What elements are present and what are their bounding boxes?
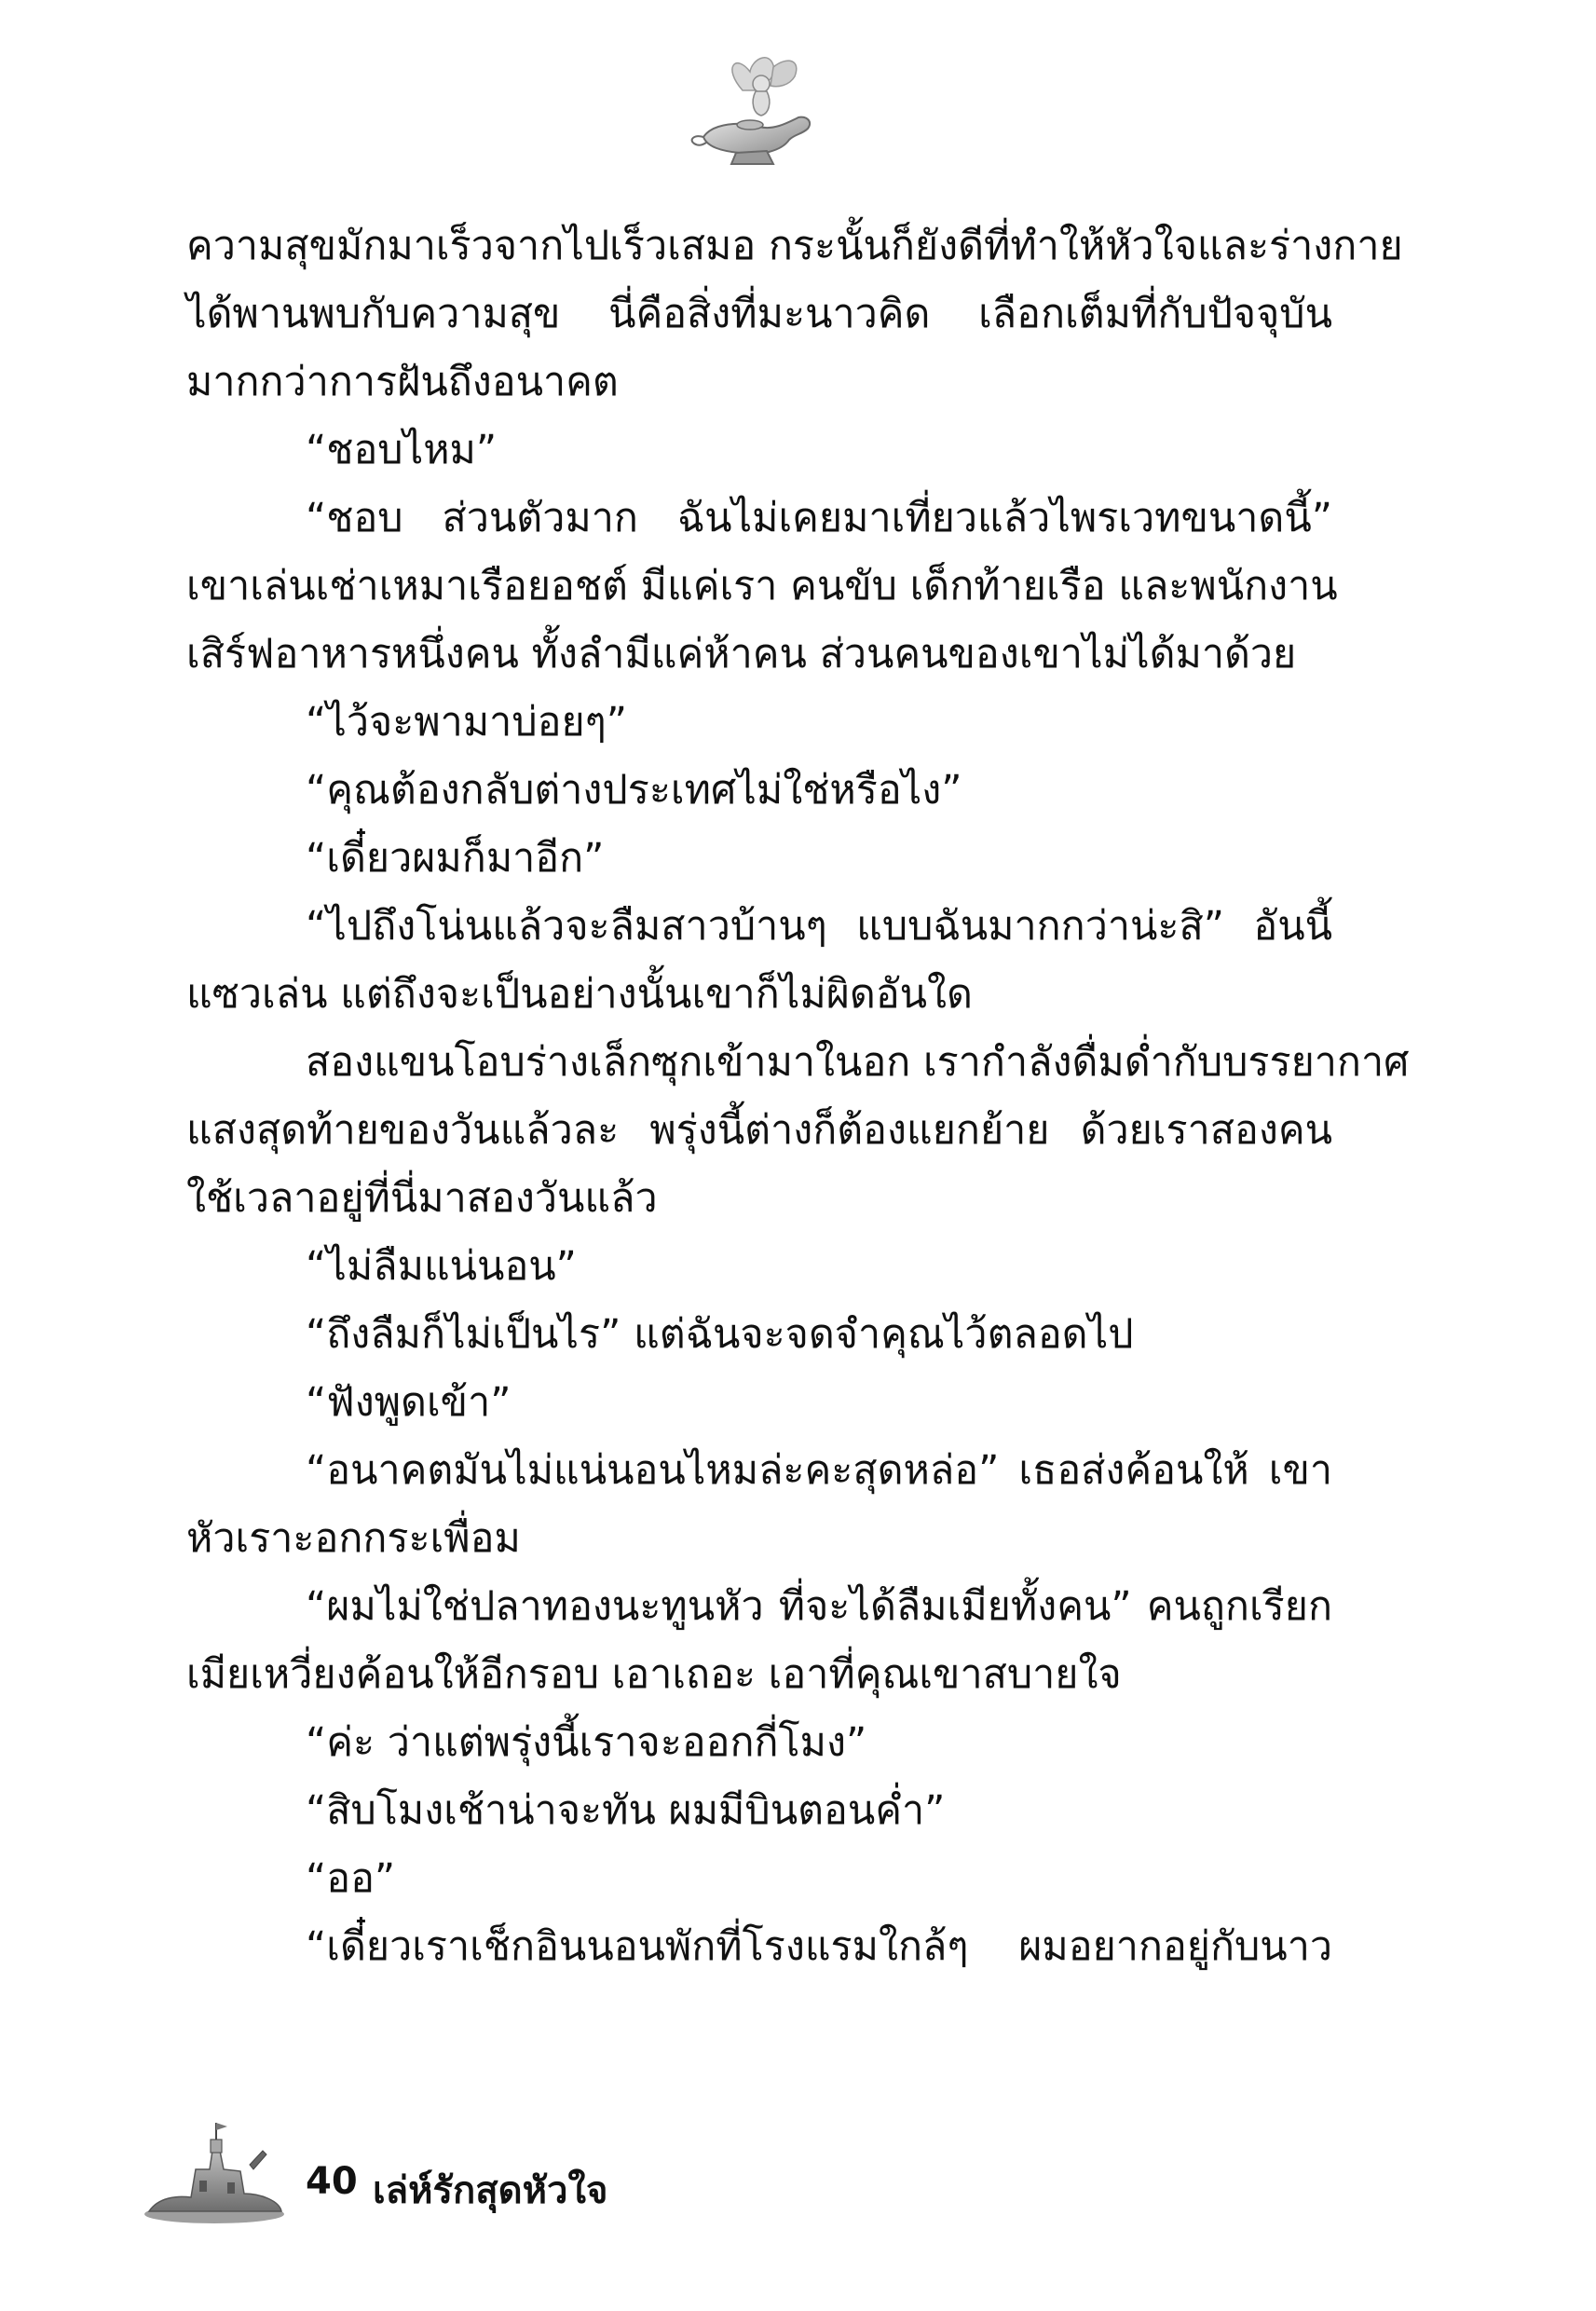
paragraph-line: เมียเหวี่ยงค้อนให้อีกรอบ เอาเถอะ เอาที่คุณเขาสบายใจ xyxy=(186,1651,1122,1698)
dialogue-line: “คุณต้องกลับต่างประเทศไม่ใช่หรือไง” xyxy=(306,767,962,814)
dialogue-line: “ฟังพูดเข้า” xyxy=(306,1379,512,1426)
paragraph-line: สองแขนโอบร่างเล็กซุกเข้ามาในอก เรากำลังดื่มด่ำกับบรรยากาศ xyxy=(306,1039,1410,1086)
dialogue-line: “ชอบไหม” xyxy=(306,427,498,473)
dialogue-line: “เดี๋ยวผมก็มาอีก” xyxy=(306,835,605,882)
paragraph-line: ความสุขมักมาเร็วจากไปเร็วเสมอ กระนั้นก็ยังดีที่ทำให้หัวใจและร่างกาย xyxy=(186,223,1403,269)
paragraph-line: เขาเล่นเช่าเหมาเรือยอชต์ มีแค่เรา คนขับ เด็กท้ายเรือ และพนักงาน xyxy=(186,563,1338,609)
sandcastle-ornament-icon xyxy=(140,2113,289,2225)
dialogue-line: “ไว้จะพามาบ่อยๆ” xyxy=(306,699,628,745)
dialogue-line: “ชอบ ส่วนตัวมาก ฉันไม่เคยมาเที่ยวแล้วไพรเวทขนาดนี้” xyxy=(306,495,1332,541)
dialogue-line: “ผมไม่ใช่ปลาทองนะทูนหัว ที่จะได้ลืมเมียทั้งคน” คนถูกเรียก xyxy=(306,1583,1332,1630)
paragraph-line: หัวเราะอกกระเพื่อม xyxy=(186,1515,521,1562)
book-title: เล่ห์รักสุดหัวใจ xyxy=(373,2169,608,2212)
page-number: 40 xyxy=(306,2160,358,2203)
dialogue-line: “ถึงลืมก็ไม่เป็นไร” แต่ฉันจะจดจำคุณไว้ตลอดไป xyxy=(306,1311,1134,1358)
dialogue-line: “ไปถึงโน่นแล้วจะลืมสาวบ้านๆ แบบฉันมากกว่าน่ะสิ” อันนี้ xyxy=(306,903,1332,950)
dialogue-line: “ออ” xyxy=(306,1855,396,1902)
paragraph-line: ได้พานพบกับความสุข นี่คือสิ่งที่มะนาวคิด เลือกเต็มที่กับปัจจุบัน xyxy=(186,291,1332,337)
body-text xyxy=(186,212,1410,1981)
paragraph-line: แสงสุดท้ายของวันแล้วละ พรุ่งนี้ต่างก็ต้องแยกย้าย ด้วยเราสองคน xyxy=(186,1107,1332,1154)
paragraph-line: เสิร์ฟอาหารหนึ่งคน ทั้งลำมีแค่ห้าคน ส่วนคนของเขาไม่ได้มาด้วย xyxy=(186,631,1297,677)
cupid-lamp-ornament-icon xyxy=(685,48,825,174)
dialogue-line: “ไม่ลืมแน่นอน” xyxy=(306,1243,577,1290)
dialogue-line: “สิบโมงเช้าน่าจะทัน ผมมีบินตอนค่ำ” xyxy=(306,1787,946,1834)
dialogue-line: “ค่ะ ว่าแต่พรุ่งนี้เราจะออกกี่โมง” xyxy=(306,1719,867,1766)
paragraph-line: ใช้เวลาอยู่ที่นี่มาสองวันแล้ว xyxy=(186,1175,658,1222)
dialogue-line: “เดี๋ยวเราเช็กอินนอนพักที่โรงแรมใกล้ๆ ผมอยากอยู่กับนาว xyxy=(306,1923,1332,1970)
paragraph-line: มากกว่าการฝันถึงอนาคต xyxy=(186,359,619,405)
paragraph-line: แซวเล่น แต่ถึงจะเป็นอย่างนั้นเขาก็ไม่ผิดอันใด xyxy=(186,971,973,1018)
dialogue-line: “อนาคตมันไม่แน่นอนไหมล่ะคะสุดหล่อ” เธอส่งค้อนให้ เขา xyxy=(306,1447,1332,1494)
